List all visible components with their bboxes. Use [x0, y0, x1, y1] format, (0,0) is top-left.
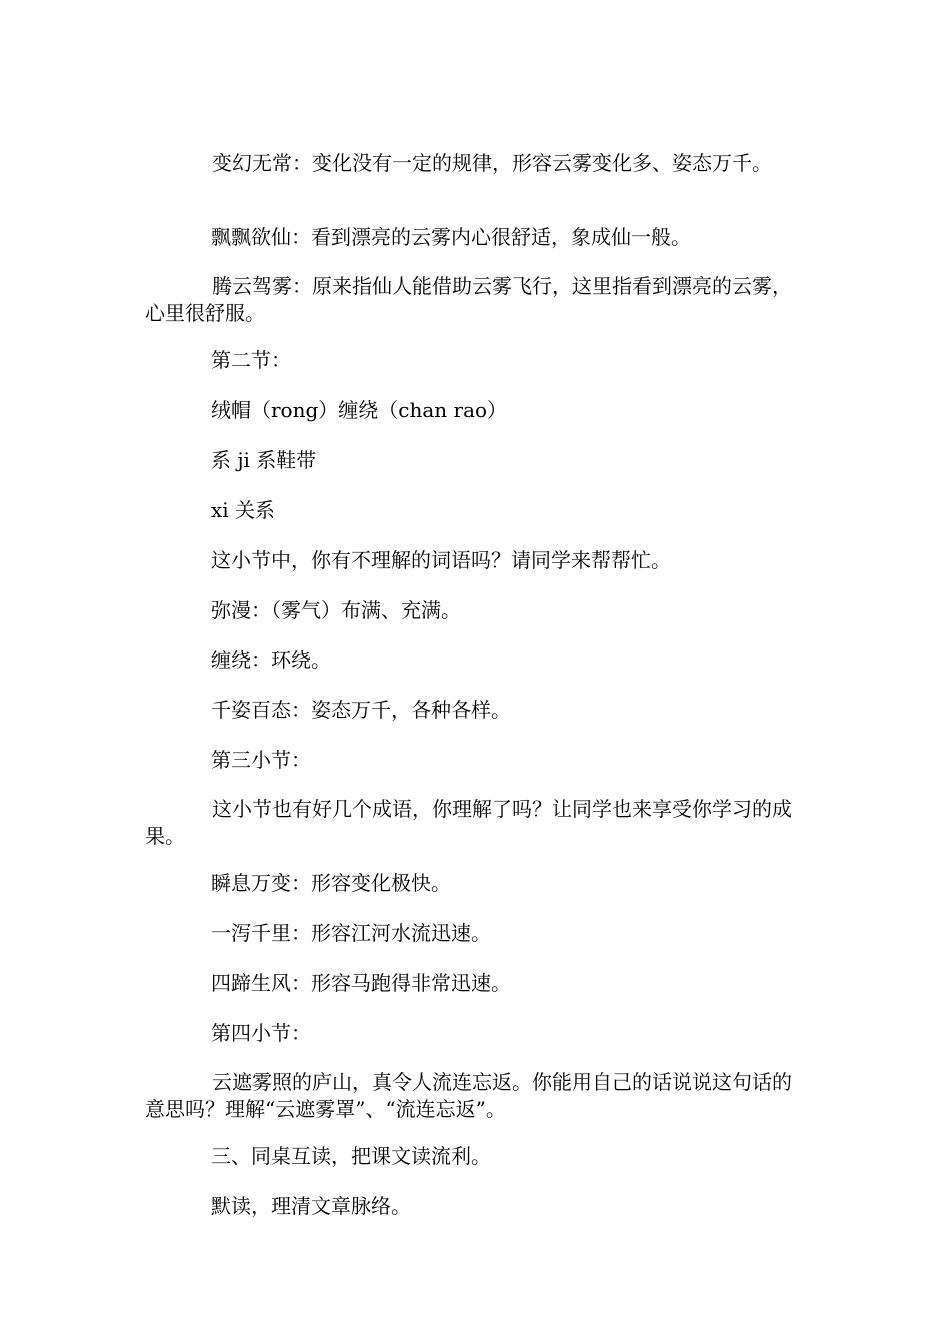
paragraph-step-3: 三、同桌互读，把课文读流利。	[211, 1144, 491, 1168]
paragraph-pinyin-xi: xi 关系	[211, 498, 276, 522]
paragraph-definition-tengyunjiawu: 腾云驾雾：原来指仙人能借助云雾飞行，这里指看到漂亮的云雾，心里很舒服。	[145, 274, 792, 325]
paragraph-pinyin-rongmao: 绒帽（rong）缠绕（chan rao）	[211, 398, 508, 422]
paragraph-definition-qianzibaitai: 千姿百态：姿态万千，各种各样。	[211, 698, 511, 722]
paragraph-definition-chanrao: 缠绕：环绕。	[211, 648, 331, 672]
paragraph-definition-sitishengfeng: 四蹄生风：形容马跑得非常迅速。	[211, 971, 511, 995]
paragraph-question-3: 这小节也有好几个成语，你理解了吗？让同学也来享受你学习的成果。	[145, 797, 792, 848]
paragraph-definition-piaopiaoyuxian: 飘飘欲仙：看到漂亮的云雾内心很舒适，象成仙一般。	[211, 225, 691, 249]
paragraph-question-4: 云遮雾照的庐山，真令人流连忘返。你能用自己的话说说这句话的意思吗？理解“云遮雾罩”、“流连忘返”。	[145, 1070, 792, 1121]
section-heading-2: 第二节：	[211, 348, 291, 372]
section-heading-3: 第三小节：	[211, 748, 311, 772]
paragraph-pinyin-ji: 系 ji 系鞋带	[211, 448, 317, 472]
section-heading-4: 第四小节：	[211, 1021, 311, 1045]
paragraph-silent-reading: 默读，理清文章脉络。	[211, 1194, 411, 1218]
paragraph-definition-bianhuanwuchang: 变幻无常：变化没有一定的规律，形容云雾变化多、姿态万千。	[212, 151, 772, 175]
paragraph-definition-yixieqianli: 一泻千里：形容江河水流迅速。	[211, 921, 491, 945]
paragraph-definition-shunxiwanbian: 瞬息万变：形容变化极快。	[211, 871, 451, 895]
paragraph-question-2: 这小节中，你有不理解的词语吗？请同学来帮帮忙。	[211, 548, 671, 572]
paragraph-definition-miman: 弥漫：（雾气）布满、充满。	[211, 598, 461, 622]
